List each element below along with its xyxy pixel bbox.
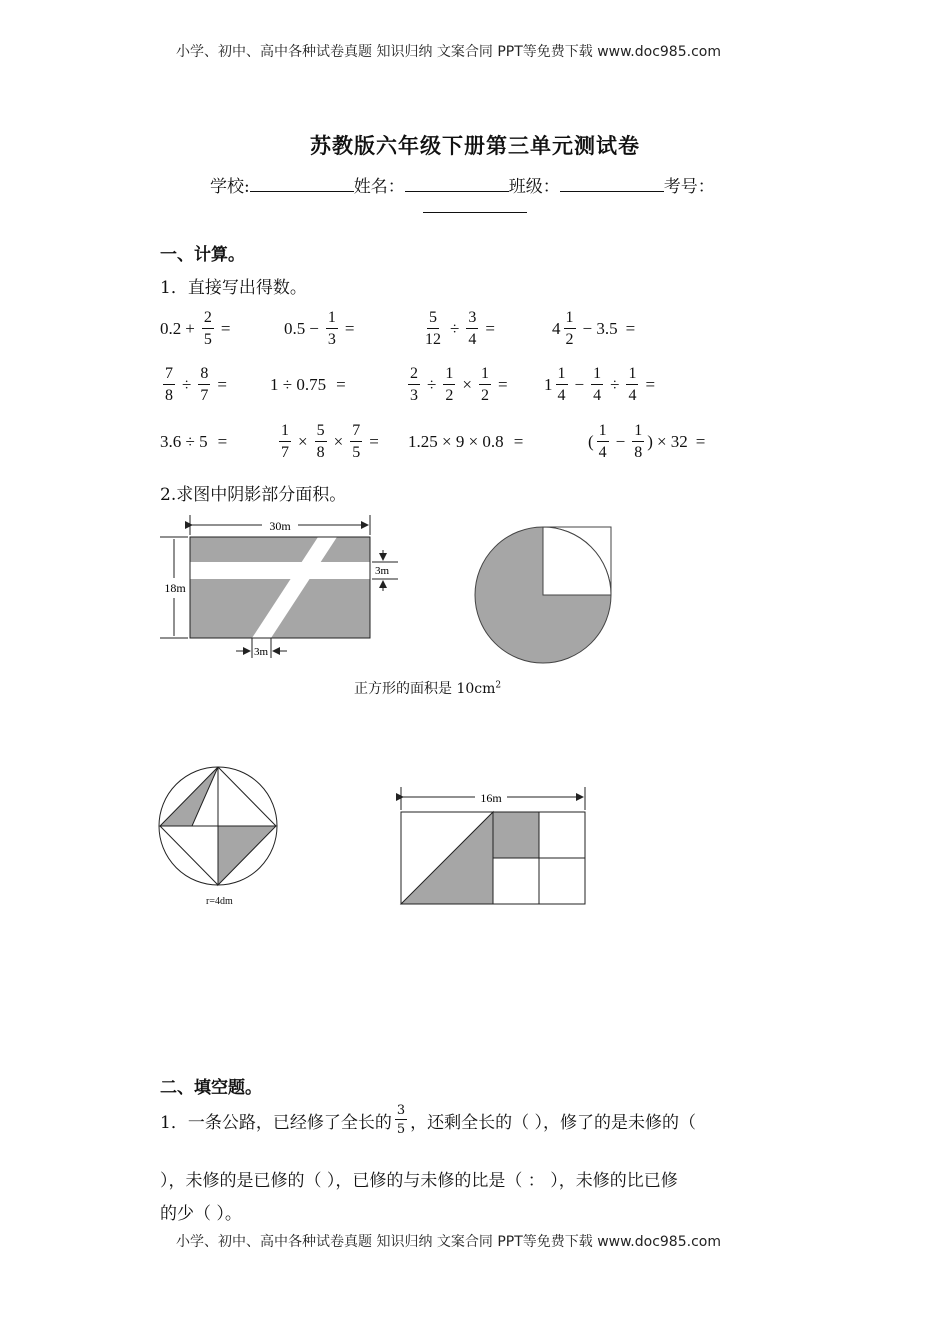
- figure-circle-square: [470, 522, 620, 668]
- class-label: 班级：: [508, 177, 560, 197]
- calc-10: $\frac{1}{7}$ × $\frac{5}{8}$ × $\frac{7}{5}$ =: [281, 422, 379, 461]
- calc-11: 1.25 × 9 × 0.8 =: [408, 432, 524, 451]
- calc-4: 4 $\frac{1}{2}$ − 3.5 =: [552, 309, 636, 348]
- label-30m: 30m: [269, 519, 291, 533]
- label-road-3m-bottom: 3m: [253, 646, 269, 658]
- figure-rectangle-roads: [150, 510, 410, 665]
- question-1-1: 1．直接写出得数。: [160, 278, 307, 298]
- label-road-3m-right: 3m: [374, 565, 390, 577]
- class-blank[interactable]: [560, 177, 664, 192]
- section1-heading: 一、计算。: [160, 245, 245, 265]
- school-label: 学校:: [210, 177, 250, 197]
- student-info-line: [210, 172, 715, 197]
- calc-8: 1 $\frac{1}{4}$ − $\frac{1}{4}$ ÷ $\frac{1}{4}$ =: [544, 365, 656, 404]
- page-title: 苏教版六年级下册第三单元测试卷: [310, 133, 640, 158]
- calc-3: $\frac{5}{12}$ ÷ $\frac{3}{4}$ =: [425, 309, 495, 348]
- calc-9: 3.6 ÷ 5 =: [160, 432, 228, 451]
- school-blank[interactable]: [250, 177, 354, 192]
- watermark-bottom: 小学、初中、高中各种试卷真题 知识归纳 文案合同 PPT等免费下载 www.doc985.com: [176, 1234, 721, 1250]
- label-16m: 16m: [480, 791, 502, 805]
- shaded-square: [493, 812, 539, 858]
- white-quarter: [543, 527, 611, 595]
- figure-2-caption: 正方形的面积是 $10cm^2$: [354, 680, 502, 697]
- number-label: 考号：: [663, 177, 715, 197]
- calc-1: 0.2 + $\frac{2}{5}$ =: [160, 309, 231, 348]
- question-1-2: 2.求图中阴影部分面积。: [160, 485, 347, 505]
- calc-2: 0.5 − $\frac{1}{3}$ =: [284, 309, 355, 348]
- horizontal-road: [190, 562, 370, 579]
- calc-12: ( $\frac{1}{4}$ − $\frac{1}{8}$ ) × 32 =: [588, 422, 706, 461]
- watermark-top: 小学、初中、高中各种试卷真题 知识归纳 文案合同 PPT等免费下载 www.doc985.com: [176, 44, 721, 60]
- label-18m: 18m: [164, 581, 186, 595]
- figure-circle-triangles: [155, 762, 285, 892]
- question-2-1-line1: 1．一条公路，已经修了全长的 $\frac{3}{5}$ ，还剩全长的（ ），修了的是未修的（: [160, 1103, 697, 1137]
- question-2-1-line3: 的少（ ）。: [160, 1204, 242, 1224]
- calc-5: $\frac{7}{8}$ ÷ $\frac{8}{7}$ =: [165, 365, 227, 404]
- figure-3-caption: r=4dm: [206, 896, 233, 907]
- calc-6: 1 ÷ 0.75 =: [270, 375, 346, 394]
- name-blank[interactable]: [405, 177, 509, 192]
- figure-rectangle-squares: [395, 782, 595, 910]
- number-blank[interactable]: [423, 212, 527, 213]
- calc-7: $\frac{2}{3}$ ÷ $\frac{1}{2}$ × $\frac{1}{2}$ =: [410, 365, 508, 404]
- name-label: 姓名：: [353, 177, 405, 197]
- question-2-1-line2: ），未修的是已修的（ ），已修的与未修的比是（ ： ），未修的比已修: [160, 1171, 678, 1191]
- section2-heading: 二、填空题。: [160, 1078, 262, 1098]
